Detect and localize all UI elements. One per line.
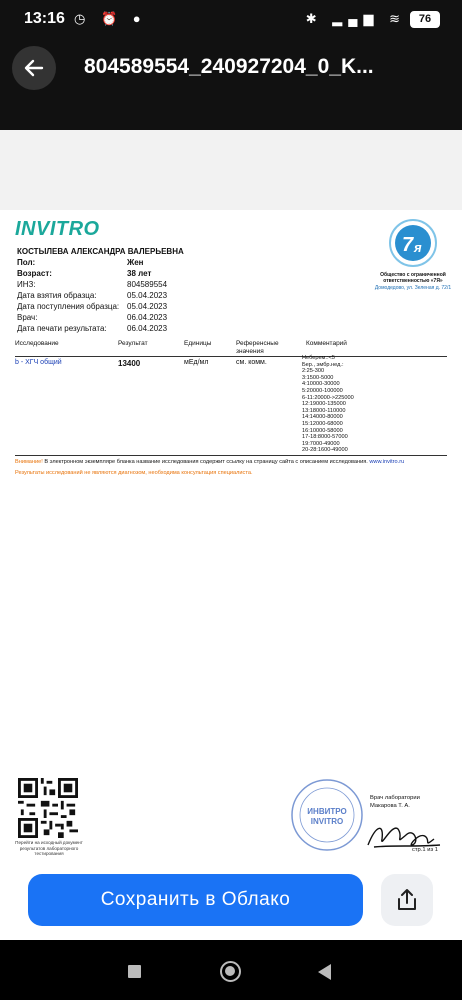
nav-back-button[interactable] xyxy=(318,964,331,980)
table-divider xyxy=(15,356,447,357)
doctor-info: Врач лаборатории Макарова Т. А. xyxy=(370,795,420,809)
7ya-emblem-icon xyxy=(388,218,438,268)
home-button[interactable] xyxy=(220,961,241,982)
company-info: Общество с ограниченной ответственностью «7Я» Домодедово, ул. Зеленая д. 72/1 xyxy=(374,272,452,291)
column-header-comment: Комментарий xyxy=(306,340,347,347)
invitro-logo: INVITRO xyxy=(15,218,100,240)
test-name-link[interactable]: b - ХГЧ общий xyxy=(15,359,62,366)
status-time: 13:16 xyxy=(24,10,65,27)
table-bottom-divider xyxy=(15,455,447,456)
notification-icons: ◷ ⏰ ● xyxy=(74,11,147,26)
reference-comment: Неберем.:<5 Бер., эмбр.нед.: 2:25-300 3:1500-5000 4:10000-30000 5:20000-100000 6-11:20000->225000 12:19000-135000 13:18000-110000 14:14000-80000 15:12000-68000 16:10000-58000 17-18:8000-57000 19:7000-49000 20-28:1600-49000 xyxy=(302,355,354,454)
svg-text:ИНВИТРО: ИНВИТРО xyxy=(307,807,347,816)
column-header-reference: Референсные значения xyxy=(236,340,279,355)
header-divider xyxy=(0,98,462,130)
document-viewer[interactable] xyxy=(0,130,462,865)
page-number: стр.1 из 1 xyxy=(412,847,438,853)
save-to-cloud-button[interactable]: Сохранить в Облако xyxy=(28,874,363,926)
arrow-left-icon xyxy=(23,57,45,79)
qr-code-icon[interactable] xyxy=(18,778,78,838)
info-row: Врач: 06.04.2023 xyxy=(17,313,168,322)
app-bar xyxy=(0,40,462,98)
svg-text:я: я xyxy=(414,240,422,255)
system-nav-bar xyxy=(0,940,462,1000)
action-bar xyxy=(0,865,462,940)
info-row: Пол: Жен xyxy=(17,258,144,267)
column-header-units: Единицы xyxy=(184,340,212,347)
battery-icon: 76 xyxy=(410,11,440,28)
qr-caption: Перейти на исходный документ результатов лабораторного тестирования xyxy=(15,840,83,856)
column-header-result: Результат xyxy=(118,340,148,347)
info-row: Возраст: 38 лет xyxy=(17,269,152,278)
patient-name: КОСТЫЛЕВА АЛЕКСАНДРА ВАЛЕРЬЕВНА xyxy=(17,247,184,256)
column-header-test: Исследование xyxy=(15,340,59,347)
document-page xyxy=(0,210,462,865)
share-button[interactable] xyxy=(381,874,433,926)
info-row: Дата взятия образца: 05.04.2023 xyxy=(17,291,168,300)
recents-button[interactable] xyxy=(128,965,141,978)
test-units: мЕд/мл xyxy=(184,359,209,366)
status-bar xyxy=(0,0,462,40)
back-button[interactable] xyxy=(12,46,56,90)
test-result: 13400 xyxy=(118,359,141,368)
info-row: ИНЗ: 804589554 xyxy=(17,280,168,289)
invitro-link[interactable]: www.invitro.ru xyxy=(369,459,405,465)
svg-text:7: 7 xyxy=(402,234,414,256)
share-icon xyxy=(396,888,418,912)
note-attention: Внимание! В электронном экземпляре бланка название исследования содержит ссылку на страницу сайта с описанием исследования. www.invitro.ru xyxy=(15,459,405,465)
invitro-stamp-icon xyxy=(290,778,364,852)
test-reference: см. комм. xyxy=(236,359,267,366)
note-disclaimer: Результаты исследований не являются диагнозом, необходима консультация специалиста. xyxy=(15,470,253,476)
svg-text:INVITRO: INVITRO xyxy=(310,817,344,826)
info-row: Дата печати результата: 06.04.2023 xyxy=(17,324,168,333)
info-row: Дата поступления образца: 05.04.2023 xyxy=(17,302,168,311)
signal-wifi-icons: ✱ ▂▄▆ ≋ xyxy=(305,11,406,26)
document-title: 804589554_240927204_0_K... xyxy=(84,55,374,78)
